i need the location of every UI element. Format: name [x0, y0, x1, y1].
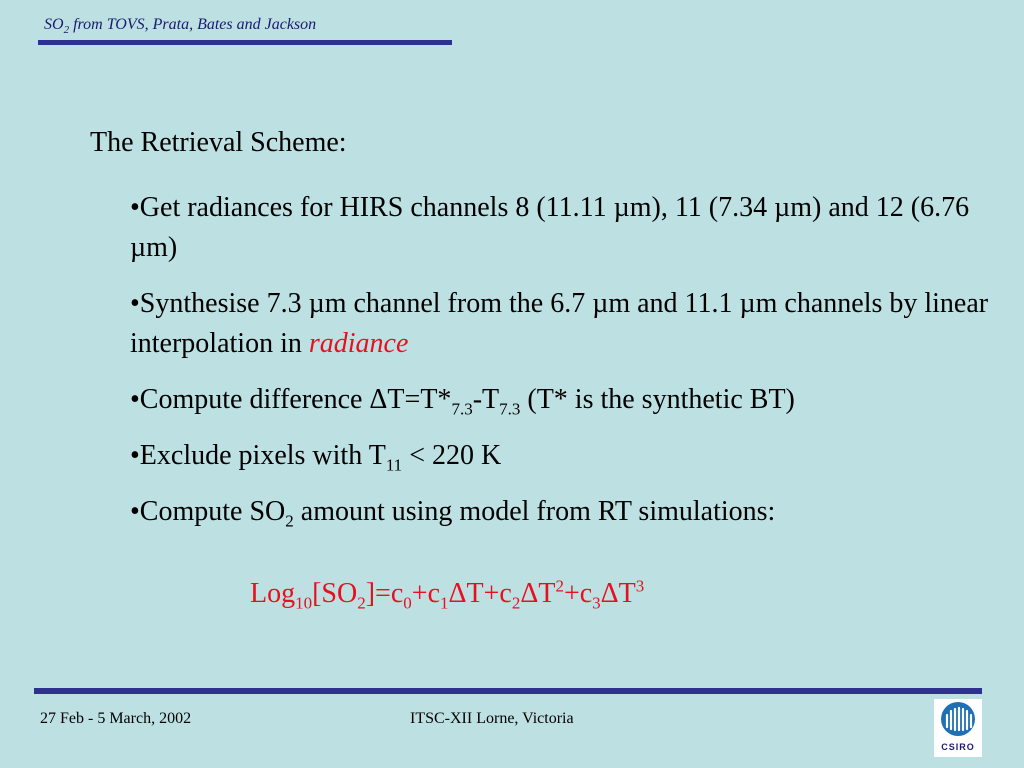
formula-part: +c [411, 578, 440, 609]
so2-model-formula [250, 574, 644, 614]
subscript: 2 [285, 511, 294, 531]
footer-event: ITSC-XII Lorne, Victoria [410, 710, 574, 727]
bullet-text: amount using model from RT simulations: [293, 496, 776, 527]
formula-superscript: 2 [555, 576, 564, 596]
csiro-logo-text: CSIRO [941, 742, 975, 752]
formula-part: ΔT [600, 578, 636, 609]
footer-date: 27 Feb - 5 March, 2002 [40, 710, 192, 727]
subscript: 7.3 [451, 399, 473, 419]
bullet-item-radiances [130, 188, 990, 268]
csiro-logo-icon [940, 701, 976, 737]
formula-part: ΔT [520, 578, 556, 609]
formula-subscript: 0 [403, 593, 412, 613]
bullet-item-synthesise [130, 284, 990, 364]
bullet-text: •Synthesise 7.3 µm channel from the 6.7 µm and 11.1 µm channels by linear interpolation in [130, 288, 989, 359]
subscript: 7.3 [499, 399, 521, 419]
formula-subscript: 2 [511, 593, 521, 613]
slide-heading: The Retrieval Scheme: [90, 127, 347, 158]
formula-superscript: 3 [635, 576, 645, 596]
header-title-prefix: SO [44, 16, 64, 33]
bullet-item-compute-so2 [130, 492, 990, 532]
formula-subscript: 10 [295, 593, 313, 613]
formula-part: ΔT+c [448, 578, 512, 609]
bullet-text: •Compute difference ΔT=T* [130, 384, 452, 415]
csiro-logo [934, 699, 982, 757]
formula-part: [SO [312, 578, 358, 609]
formula-part: +c [563, 578, 593, 609]
formula-subscript: 1 [440, 593, 449, 613]
formula-subscript: 2 [357, 593, 366, 613]
slide-header-title [44, 16, 316, 36]
bullet-item-compute-difference [130, 380, 990, 420]
emphasis-radiance: radiance [308, 328, 409, 359]
footer-divider [34, 688, 982, 694]
formula-part: ]=c [365, 578, 404, 609]
bullet-text: •Exclude pixels with T [130, 440, 386, 471]
formula-subscript: 3 [592, 593, 601, 613]
header-title-rest: from TOVS, Prata, Bates and Jackson [69, 16, 317, 33]
bullet-text: •Compute SO [130, 496, 286, 527]
subscript: 11 [385, 455, 403, 475]
bullet-item-exclude-pixels [130, 436, 990, 476]
bullet-text: < 220 K [402, 440, 502, 471]
bullet-list [130, 188, 990, 548]
bullet-text: •Get radiances for HIRS channels 8 (11.11 µm), 11 (7.34 µm) and 12 (6.76 µm) [130, 192, 970, 263]
formula-part: Log [250, 578, 296, 609]
bullet-text: (T* is the synthetic BT) [520, 384, 795, 415]
header-divider [38, 40, 452, 45]
bullet-text: -T [472, 384, 500, 415]
header-title-subscript: 2 [63, 24, 70, 37]
